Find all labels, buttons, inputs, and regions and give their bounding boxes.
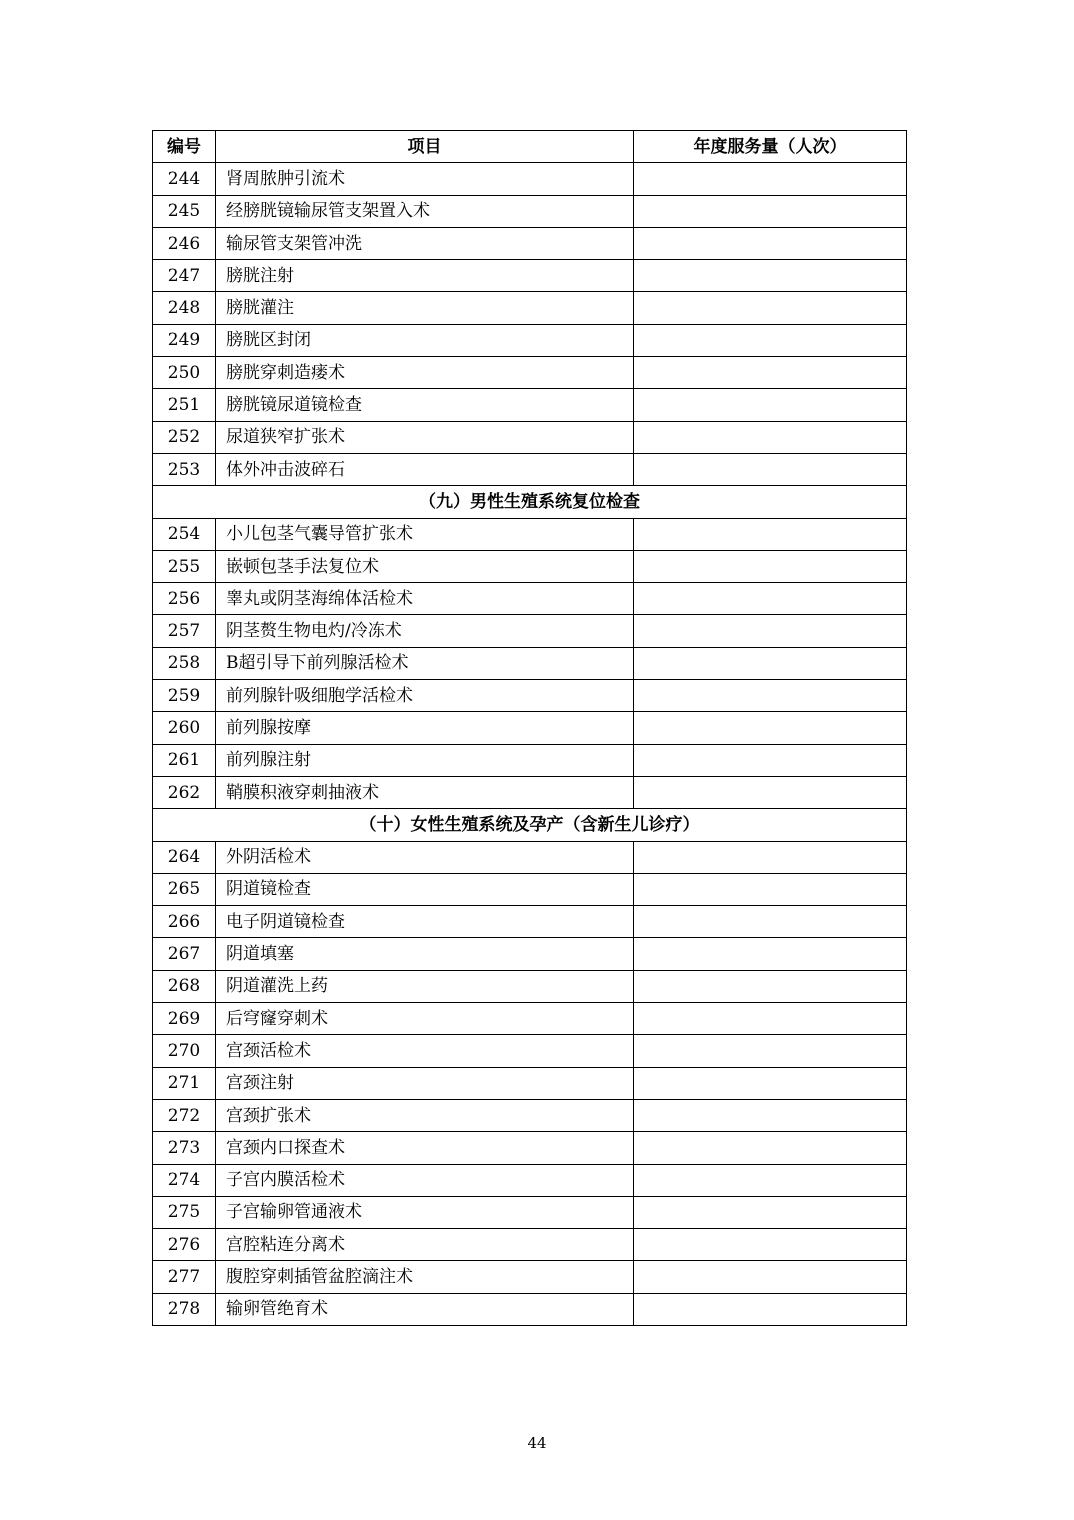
table-body bbox=[153, 163, 907, 1326]
item-name: 前列腺针吸细胞学活检术 bbox=[216, 680, 634, 712]
table-row bbox=[153, 680, 907, 712]
table-row bbox=[153, 1196, 907, 1228]
item-name: 阴茎赘生物电灼/冷冻术 bbox=[216, 615, 634, 647]
page-number: 44 bbox=[527, 1434, 547, 1452]
annual-volume-cell bbox=[634, 324, 907, 356]
table-row bbox=[153, 1164, 907, 1196]
table-row bbox=[153, 1099, 907, 1131]
item-number: 274 bbox=[153, 1164, 216, 1196]
header-number: 编号 bbox=[153, 131, 216, 163]
item-name: 阴道填塞 bbox=[216, 938, 634, 970]
item-name: 宫颈活检术 bbox=[216, 1035, 634, 1067]
table-row bbox=[153, 518, 907, 550]
table-row bbox=[153, 227, 907, 259]
item-name: 膀胱注射 bbox=[216, 260, 634, 292]
item-number: 270 bbox=[153, 1035, 216, 1067]
annual-volume-cell bbox=[634, 1035, 907, 1067]
item-number: 267 bbox=[153, 938, 216, 970]
item-name: 尿道狭窄扩张术 bbox=[216, 421, 634, 453]
annual-volume-cell bbox=[634, 260, 907, 292]
item-name: 膀胱灌注 bbox=[216, 292, 634, 324]
annual-volume-cell bbox=[634, 357, 907, 389]
table-row bbox=[153, 1067, 907, 1099]
item-number: 245 bbox=[153, 195, 216, 227]
annual-volume-cell bbox=[634, 227, 907, 259]
table-row bbox=[153, 389, 907, 421]
table-row bbox=[153, 550, 907, 582]
table-row bbox=[153, 292, 907, 324]
item-name: 膀胱镜尿道镜检查 bbox=[216, 389, 634, 421]
annual-volume-cell bbox=[634, 615, 907, 647]
item-name: 子宫输卵管通液术 bbox=[216, 1196, 634, 1228]
table-row bbox=[153, 260, 907, 292]
item-name: 鞘膜积液穿刺抽液术 bbox=[216, 776, 634, 808]
item-number: 276 bbox=[153, 1229, 216, 1261]
table-header-row bbox=[153, 131, 907, 163]
annual-volume-cell bbox=[634, 550, 907, 582]
annual-volume-cell bbox=[634, 1003, 907, 1035]
item-name: 宫颈扩张术 bbox=[216, 1099, 634, 1131]
item-name: 宫腔粘连分离术 bbox=[216, 1229, 634, 1261]
item-number: 277 bbox=[153, 1261, 216, 1293]
item-name: 宫颈注射 bbox=[216, 1067, 634, 1099]
item-name: 体外冲击波碎石 bbox=[216, 453, 634, 485]
table-row bbox=[153, 583, 907, 615]
annual-volume-cell bbox=[634, 389, 907, 421]
annual-volume-cell bbox=[634, 583, 907, 615]
annual-volume-cell bbox=[634, 1067, 907, 1099]
table-row bbox=[153, 453, 907, 485]
annual-volume-cell bbox=[634, 906, 907, 938]
annual-volume-cell bbox=[634, 195, 907, 227]
annual-volume-cell bbox=[634, 970, 907, 1002]
table-row bbox=[153, 938, 907, 970]
item-number: 257 bbox=[153, 615, 216, 647]
item-number: 264 bbox=[153, 841, 216, 873]
item-number: 275 bbox=[153, 1196, 216, 1228]
item-name: 输尿管支架管冲洗 bbox=[216, 227, 634, 259]
annual-volume-cell bbox=[634, 1293, 907, 1325]
table-row bbox=[153, 1261, 907, 1293]
item-name: 输卵管绝育术 bbox=[216, 1293, 634, 1325]
table-row bbox=[153, 647, 907, 679]
table-row bbox=[153, 1035, 907, 1067]
item-number: 259 bbox=[153, 680, 216, 712]
annual-volume-cell bbox=[634, 873, 907, 905]
item-number: 265 bbox=[153, 873, 216, 905]
table-row bbox=[153, 873, 907, 905]
item-number: 256 bbox=[153, 583, 216, 615]
item-number: 261 bbox=[153, 744, 216, 776]
table-row bbox=[153, 776, 907, 808]
item-name: 小儿包茎气囊导管扩张术 bbox=[216, 518, 634, 550]
annual-volume-cell bbox=[634, 421, 907, 453]
section-title: （九）男性生殖系统复位检查 bbox=[153, 486, 907, 518]
annual-volume-cell bbox=[634, 938, 907, 970]
item-name: 嵌顿包茎手法复位术 bbox=[216, 550, 634, 582]
item-name: 前列腺按摩 bbox=[216, 712, 634, 744]
annual-volume-cell bbox=[634, 776, 907, 808]
item-name: 膀胱区封闭 bbox=[216, 324, 634, 356]
annual-volume-cell bbox=[634, 1132, 907, 1164]
item-number: 250 bbox=[153, 357, 216, 389]
annual-volume-cell bbox=[634, 292, 907, 324]
item-name: 后穹窿穿刺术 bbox=[216, 1003, 634, 1035]
annual-volume-cell bbox=[634, 163, 907, 195]
table-row bbox=[153, 1003, 907, 1035]
item-number: 268 bbox=[153, 970, 216, 1002]
item-number: 272 bbox=[153, 1099, 216, 1131]
item-name: 睾丸或阴茎海绵体活检术 bbox=[216, 583, 634, 615]
header-annual-volume: 年度服务量（人次） bbox=[634, 131, 907, 163]
item-name: 肾周脓肿引流术 bbox=[216, 163, 634, 195]
annual-volume-cell bbox=[634, 1099, 907, 1131]
annual-volume-cell bbox=[634, 744, 907, 776]
item-number: 255 bbox=[153, 550, 216, 582]
item-name: 经膀胱镜输尿管支架置入术 bbox=[216, 195, 634, 227]
table-row bbox=[153, 357, 907, 389]
annual-volume-cell bbox=[634, 453, 907, 485]
item-number: 251 bbox=[153, 389, 216, 421]
table-row bbox=[153, 421, 907, 453]
item-number: 249 bbox=[153, 324, 216, 356]
table-row bbox=[153, 744, 907, 776]
item-number: 260 bbox=[153, 712, 216, 744]
header-item: 项目 bbox=[216, 131, 634, 163]
service-volume-table bbox=[152, 130, 907, 1326]
section-title: （十）女性生殖系统及孕产（含新生儿诊疗） bbox=[153, 809, 907, 841]
item-name: 膀胱穿刺造瘘术 bbox=[216, 357, 634, 389]
section-header-row bbox=[153, 486, 907, 518]
item-name: B超引导下前列腺活检术 bbox=[216, 647, 634, 679]
item-number: 248 bbox=[153, 292, 216, 324]
annual-volume-cell bbox=[634, 680, 907, 712]
annual-volume-cell bbox=[634, 1164, 907, 1196]
table-row bbox=[153, 841, 907, 873]
item-name: 阴道镜检查 bbox=[216, 873, 634, 905]
annual-volume-cell bbox=[634, 647, 907, 679]
item-number: 269 bbox=[153, 1003, 216, 1035]
table-row bbox=[153, 712, 907, 744]
annual-volume-cell bbox=[634, 841, 907, 873]
annual-volume-cell bbox=[634, 1196, 907, 1228]
annual-volume-cell bbox=[634, 1261, 907, 1293]
item-number: 258 bbox=[153, 647, 216, 679]
item-number: 247 bbox=[153, 260, 216, 292]
table-row bbox=[153, 195, 907, 227]
item-name: 子宫内膜活检术 bbox=[216, 1164, 634, 1196]
item-name: 阴道灌洗上药 bbox=[216, 970, 634, 1002]
item-number: 246 bbox=[153, 227, 216, 259]
item-number: 273 bbox=[153, 1132, 216, 1164]
item-number: 253 bbox=[153, 453, 216, 485]
annual-volume-cell bbox=[634, 1229, 907, 1261]
table-row bbox=[153, 1132, 907, 1164]
item-number: 262 bbox=[153, 776, 216, 808]
annual-volume-cell bbox=[634, 712, 907, 744]
item-number: 252 bbox=[153, 421, 216, 453]
item-number: 254 bbox=[153, 518, 216, 550]
item-name: 宫颈内口探查术 bbox=[216, 1132, 634, 1164]
item-number: 271 bbox=[153, 1067, 216, 1099]
table-row bbox=[153, 324, 907, 356]
item-number: 266 bbox=[153, 906, 216, 938]
item-name: 腹腔穿刺插管盆腔滴注术 bbox=[216, 1261, 634, 1293]
section-header-row bbox=[153, 809, 907, 841]
item-name: 外阴活检术 bbox=[216, 841, 634, 873]
table-row bbox=[153, 906, 907, 938]
item-number: 244 bbox=[153, 163, 216, 195]
annual-volume-cell bbox=[634, 518, 907, 550]
table-row bbox=[153, 1229, 907, 1261]
table-row bbox=[153, 163, 907, 195]
item-name: 前列腺注射 bbox=[216, 744, 634, 776]
table-row bbox=[153, 615, 907, 647]
table-row bbox=[153, 970, 907, 1002]
table-row bbox=[153, 1293, 907, 1325]
item-name: 电子阴道镜检查 bbox=[216, 906, 634, 938]
item-number: 278 bbox=[153, 1293, 216, 1325]
